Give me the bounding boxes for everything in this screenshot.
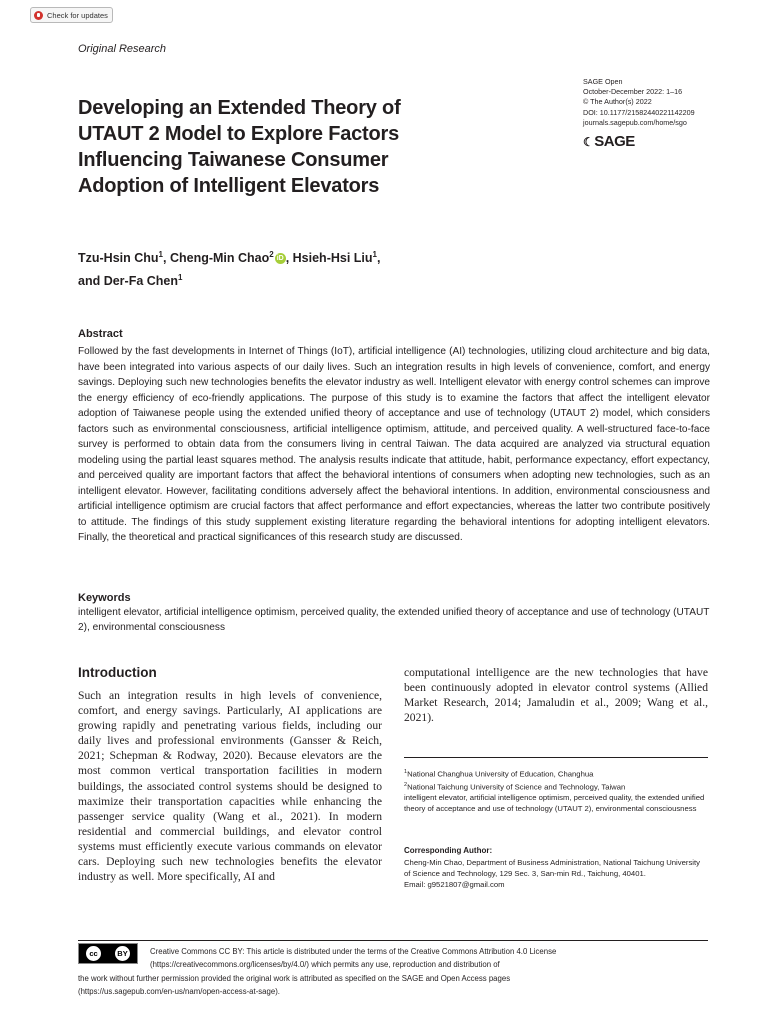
journal-issue: October-December 2022: 1–16	[583, 87, 683, 97]
cc-icon: cc	[86, 946, 101, 961]
introduction-column-left: Such an integration results in high levels of convenience, comfort, and energy savings. Particularly, AI applications are growing rapidly and penetrating various fields, including our daily lives and professional environments (Gansser & Reich, 2021; Schepman & Rodway, 2020). Because elevators are the most common vertical transportation facilities in modern buildings, the associated control systems should be designed to maximize their transportation capacities while enhancing the passenger service quality (Wang et al., 2021). In modern residential and commercial buildings, and elevator control systems must efficiently execute various commands on elevator cars. Deploying such new technologies benefits the elevator industry as well. More specifically, AI and	[78, 689, 382, 884]
author-name: Hsieh-Hsi Liu	[292, 251, 373, 266]
keywords-heading: Keywords	[78, 592, 131, 604]
affiliation-marker: 2	[404, 781, 408, 788]
introduction-heading: Introduction	[78, 665, 157, 680]
journal-info	[583, 77, 763, 128]
footnote-keywords: intelligent elevator, artificial intelligence optimism, perceived quality, the extended unified theory of acceptance and use of technology (UTAUT 2), environmental consciousness	[404, 793, 705, 814]
journal-copyright: © The Author(s) 2022	[583, 97, 652, 107]
author-name: Der-Fa Chen	[103, 274, 179, 289]
license-line[interactable]: (https://creativecommons.org/licenses/by/4.0/) which permits any use, reproduction and distribution of	[150, 960, 500, 970]
journal-url[interactable]: journals.sagepub.com/home/sgo	[583, 117, 687, 127]
affiliation-marker: 1	[158, 250, 163, 259]
corresponding-author-block	[404, 857, 708, 891]
check-for-updates-label: Check for updates	[47, 10, 108, 20]
keywords-text: intelligent elevator, artificial intelligence optimism, perceived quality, the extended unified theory of acceptance and use of technology (UTAUT 2), environmental consciousness	[78, 607, 710, 633]
abstract-heading: Abstract	[78, 328, 123, 340]
corresponding-author-address: Cheng-Min Chao, Department of Business Administration, National Taichung University of Science and Technology, 129 Sec. 3, San-min Rd., Taichung, 40401.	[404, 858, 700, 879]
affiliation-marker: 1	[178, 273, 183, 283]
license-divider	[78, 940, 708, 941]
orcid-icon[interactable]: iD	[276, 255, 284, 263]
author-name: Tzu-Hsin Chu	[78, 251, 159, 266]
journal-doi[interactable]: DOI: 10.1177/21582440221142209	[583, 107, 695, 117]
check-updates-icon	[34, 11, 43, 20]
section-label: Original Research	[78, 43, 167, 55]
sage-logo-text: SAGE	[594, 133, 635, 150]
license-line: the work without further permission provided the original work is attributed as specified on the SAGE and Open Access pages	[78, 973, 511, 983]
sage-logo	[583, 133, 635, 150]
title-line: Influencing Taiwanese Consumer	[78, 149, 389, 171]
introduction-column-right: computational intelligence are the new technologies that have been continuously adopted in elevator control systems (Allied Market Research, 2014; Jamaludin et al., 2009; Wang et al., 2021).	[404, 666, 708, 725]
author-list: Tzu-Hsin Chu$^1$, Cheng-Min Chao$^2$ iD , Hsieh-Hsi Liu$^1$, and Der-Fa Chen$^1$	[78, 250, 381, 289]
license-line[interactable]: (https://us.sagepub.com/en-us/nam/open-access-at-sage).	[78, 986, 280, 996]
check-for-updates-button[interactable]	[30, 7, 113, 23]
author-name: Cheng-Min Chao	[169, 251, 270, 266]
corresponding-author-heading: Corresponding Author:	[404, 846, 493, 855]
affiliation-marker: 1	[372, 250, 377, 259]
title-line: UTAUT 2 Model to Explore Factors	[78, 123, 400, 145]
license-text	[78, 945, 718, 998]
affiliation-marker: 1	[404, 769, 408, 775]
corresponding-author-email[interactable]: Email: g9521807@gmail.com	[404, 880, 505, 890]
abstract-text: Followed by the fast developments in Internet of Things (IoT), artificial intelligence (AI) technologies, utilizing cloud architecture and big data, have been integrated into various aspects of our daily lives. Such an integration results in high levels of convenience, comfort, and energy savings. Deploying such new technologies benefits the elevator industry as well. Intelligent elevator with energy control schemes can improve the energy efficiency of eco-friendly applications. The purpose of this study is to examine the factors that affect the intelligent elevator adoption of Taiwanese people using the extended unified theory of acceptance and use of technology (UTAUT 2) model, which considers factors such as environmental consciousness, artificial intelligence optimism, attitude, and perceived quality. A well-structured face-to-face survey is performed to obtain data from the consumers living in central Taiwan. The data acquired are analyzed via structural equation modeling using the partial least squares method. The analysis results indicate that attitude, habit, performance expectancy, effort expectancy, and perceived quality are important factors that affect the behavioral intentions of consumers when adopting new technologies, such as an intelligent elevator. However, facilitating conditions adversely affect the behavioral intentions. In addition, environmental consciousness and artificial intelligence optimism are crucial factors that affect performance and effort expectancies, whereas the latter two contribute positively to attitude. The findings of this study supplement existing literature regarding the behavioral intentions for adopting intelligent elevators. Finally, the theoretical and practical significances of this research study are discussed.	[78, 346, 710, 543]
affiliation-marker: 2	[269, 250, 274, 259]
title-line: Adoption of Intelligent Elevators	[78, 175, 380, 197]
affiliation-text: National Changhua University of Education, Changhua	[407, 769, 594, 779]
affiliation-footnotes	[404, 767, 708, 814]
title-line: Developing an Extended Theory of	[78, 97, 401, 119]
by-icon: BY	[115, 946, 130, 961]
journal-name: SAGE Open	[583, 77, 623, 86]
affiliation-text: National Taichung University of Science and Technology, Taiwan	[407, 782, 626, 792]
sage-logo-icon: ☾	[583, 134, 594, 149]
article-title	[78, 95, 478, 199]
footnote-divider	[404, 757, 708, 758]
author-conjunction: and	[78, 274, 104, 289]
license-line: Creative Commons CC BY: This article is distributed under the terms of the Creative Commons Attribution 4.0 License	[150, 947, 557, 956]
